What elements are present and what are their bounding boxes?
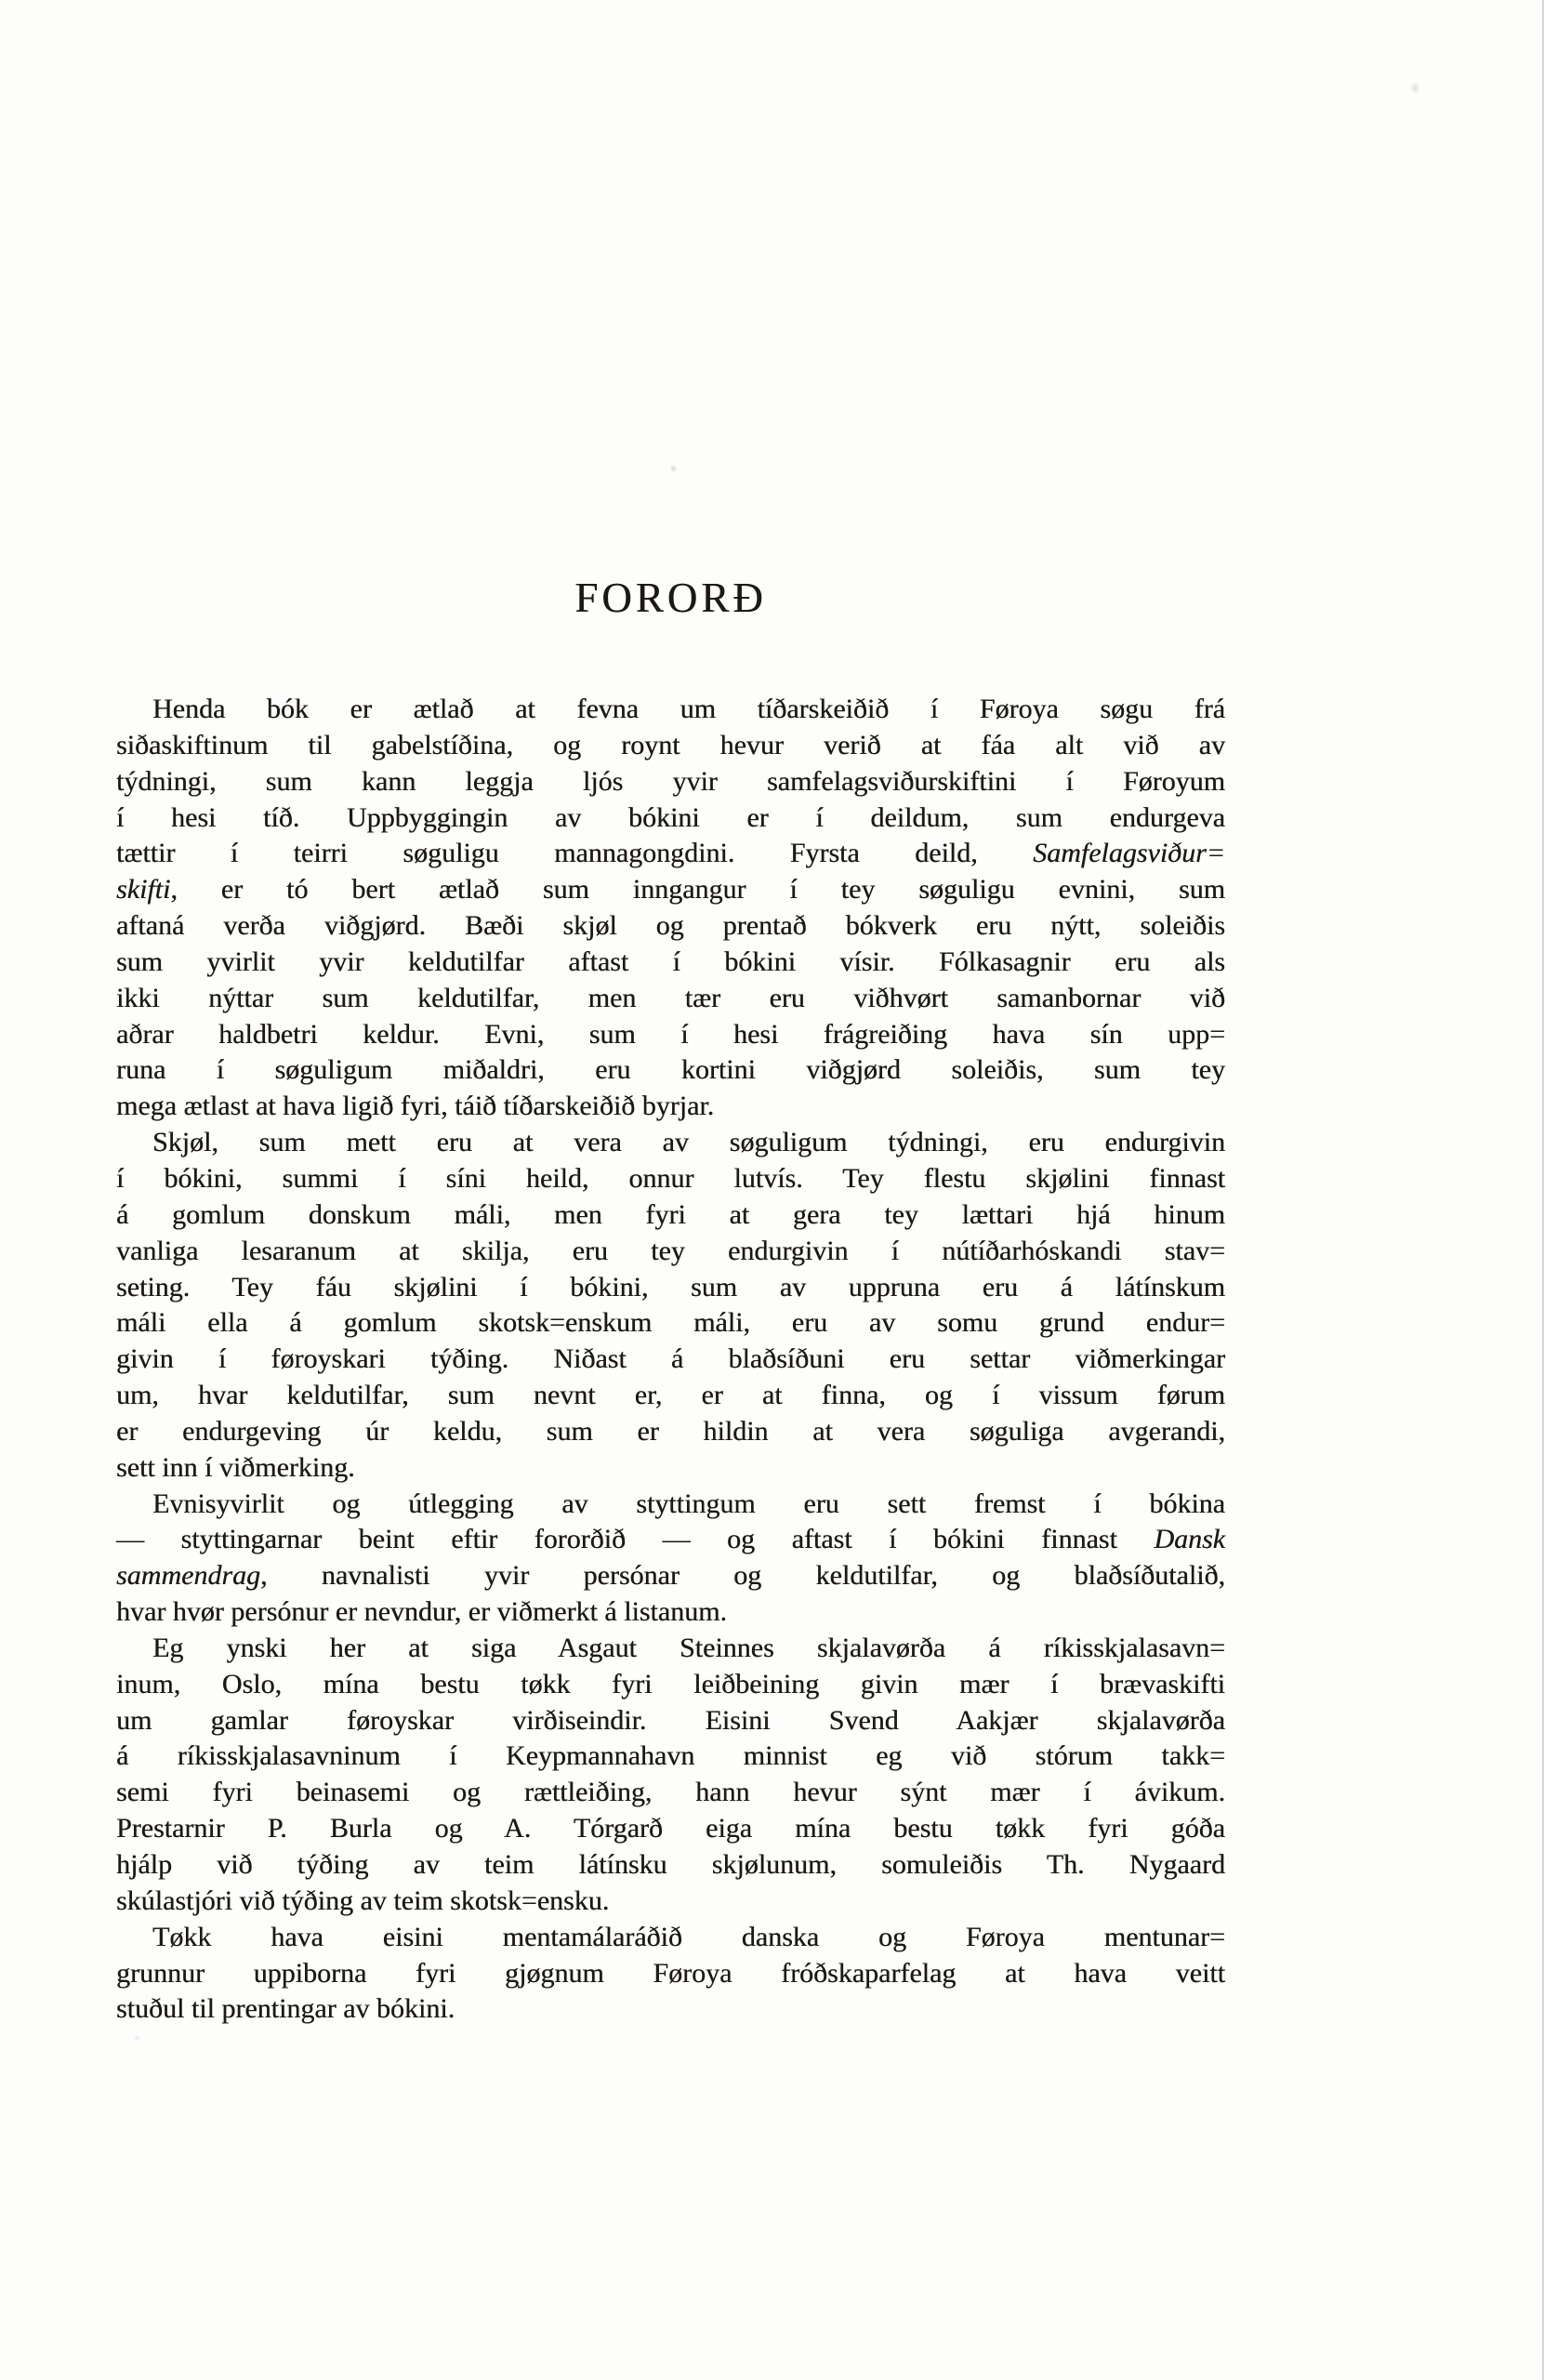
text-segment: um gamlar føroyskar virðiseindir. Eisini Svend Aakjær skjalavørða xyxy=(116,1704,1225,1736)
text-line xyxy=(116,764,1225,800)
text-line xyxy=(116,1305,1225,1342)
text-line xyxy=(116,1052,1225,1089)
scan-speck xyxy=(135,2036,139,2040)
text-segment: Eg ynski her at siga Asgaut Steinnes skjalavørða á ríkisskjalasavn= xyxy=(152,1632,1225,1663)
text-line xyxy=(116,728,1225,764)
text-segment: siðaskiftinum til gabelstíðina, og roynt hevur verið at fáa alt við av xyxy=(116,729,1225,760)
text-segment: hjálp við týðing av teim látínsku skjølunum, somuleiðis Th. Nygaard xyxy=(116,1849,1225,1880)
text-line xyxy=(116,1558,1225,1594)
text-segment: í bókini, summi í síni heild, onnur lutvís. Tey flestu skjølini finnast xyxy=(116,1162,1225,1194)
text-line xyxy=(116,872,1225,908)
text-segment: — styttingarnar beint eftir fororðið — og aftast í bókini finnast xyxy=(116,1524,1155,1555)
text-line xyxy=(116,1197,1225,1234)
text-line xyxy=(116,1125,1225,1161)
text-line xyxy=(116,908,1225,945)
text-line xyxy=(116,1487,1225,1523)
text-line xyxy=(116,1775,1225,1811)
text-segment: semi fyri beinasemi og rættleiðing, hann hevur sýnt mær í ávikum. xyxy=(116,1777,1225,1808)
text-segment: sum yvirlit yvir keldutilfar aftast í bókini vísir. Fólkasagnir eru als xyxy=(116,945,1225,977)
text-line xyxy=(116,1342,1225,1378)
text-segment: , navnalisti yvir persónar og keldutilfar, og blaðsíðutalið, xyxy=(260,1560,1225,1592)
text-line xyxy=(116,1631,1225,1667)
text-line xyxy=(116,1703,1225,1739)
text-segment: aðrar haldbetri keldur. Evni, sum í hesi frágreiðing hava sín upp= xyxy=(116,1018,1225,1050)
text-segment: aftaná verða viðgjørd. Bæði skjøl og prentað bókverk eru nýtt, soleiðis xyxy=(116,910,1225,942)
text-segment: ikki nýttar sum keldutilfar, men tær eru viðhvørt samanbornar við xyxy=(116,982,1225,1013)
italic-text-segment: sammendrag xyxy=(116,1560,260,1592)
scan-speck xyxy=(1412,84,1419,92)
text-segment: givin í føroyskari týðing. Niðast á blaðsíðuni eru settar viðmerkingar xyxy=(116,1343,1225,1375)
text-line xyxy=(116,1161,1225,1197)
text-segment: Skjøl, sum mett eru at vera av søguligum týdningi, eru endurgivin xyxy=(152,1127,1225,1158)
text-line xyxy=(116,945,1225,981)
text-segment: máli ella á gomlum skotsk=enskum máli, eru av somu grund endur= xyxy=(116,1307,1225,1339)
text-segment: , er tó bert ætlað sum inngangur í tey søguligu evnini, sum xyxy=(170,874,1225,906)
text-segment: hvar hvør persónur er nevndur, er viðmerkt á listanum. xyxy=(116,1596,727,1628)
text-line xyxy=(116,1270,1225,1306)
text-line xyxy=(116,1522,1225,1558)
text-line xyxy=(116,1594,1225,1631)
italic-text-segment: Dansk xyxy=(1154,1524,1225,1555)
text-line xyxy=(116,1956,1225,1992)
text-line xyxy=(116,1920,1225,1956)
text-line xyxy=(116,692,1225,728)
text-line xyxy=(116,1089,1225,1125)
text-line xyxy=(116,981,1225,1017)
text-segment: skúlastjóri við týðing av teim skotsk=ensku. xyxy=(116,1884,610,1916)
text-line xyxy=(116,800,1225,837)
text-segment: Henda bók er ætlað at fevna um tíðarskeiðið í Føroya søgu frá xyxy=(152,694,1225,724)
text-segment: er endurgeving úr keldu, sum er hildin at vera søguliga avgerandi, xyxy=(116,1415,1225,1447)
text-segment: seting. Tey fáu skjølini í bókini, sum av uppruna eru á látínskum xyxy=(116,1271,1225,1302)
text-line xyxy=(116,836,1225,872)
text-segment: á ríkisskjalasavninum í Keypmannahavn minnist eg við stórum takk= xyxy=(116,1740,1225,1772)
text-line xyxy=(116,1378,1225,1414)
text-segment: stuðul til prentingar av bókini. xyxy=(116,1993,455,2025)
text-line xyxy=(116,1991,1225,2028)
text-line xyxy=(116,1667,1225,1703)
page-title: FORORÐ xyxy=(574,575,767,621)
text-segment: í hesi tíð. Uppbyggingin av bókini er í deildum, sum endurgeva xyxy=(116,801,1225,833)
text-segment: grunnur uppiborna fyri gjøgnum Føroya fróðskaparfelag at hava veitt xyxy=(116,1957,1225,1989)
text-segment: runa í søguligum miðaldri, eru kortini viðgjørd soleiðis, sum tey xyxy=(116,1054,1225,1086)
text-segment: mega ætlast at hava ligið fyri, táið tíðarskeiðið byrjar. xyxy=(116,1091,715,1122)
text-line xyxy=(116,1017,1225,1053)
foreword-text xyxy=(116,692,1225,2028)
text-segment: Tøkk hava eisini mentamálaráðið danska og Føroya mentunar= xyxy=(152,1921,1225,1952)
scan-speck xyxy=(671,466,676,471)
text-line xyxy=(116,1739,1225,1775)
text-segment: tættir í teirri søguligu mannagongdini. Fyrsta deild, xyxy=(116,838,1034,869)
text-line xyxy=(116,1884,1225,1920)
text-line xyxy=(116,1450,1225,1487)
text-line xyxy=(116,1414,1225,1450)
text-segment: á gomlum donskum máli, men fyri at gera tey lættari hjá hinum xyxy=(116,1198,1225,1230)
text-segment: sett inn í viðmerking. xyxy=(116,1451,355,1483)
text-line xyxy=(116,1847,1225,1884)
text-segment: týdningi, sum kann leggja ljós yvir samfelagsviðurskiftini í Føroyum xyxy=(116,765,1225,797)
text-segment: vanliga lesaranum at skilja, eru tey endurgivin í nútíðarhóskandi stav= xyxy=(116,1235,1225,1266)
text-segment: um, hvar keldutilfar, sum nevnt er, er at finna, og í vissum førum xyxy=(116,1380,1225,1411)
text-segment: Prestarnir P. Burla og A. Tórgarð eiga mína bestu tøkk fyri góða xyxy=(116,1813,1225,1844)
italic-text-segment: Samfelagsviður= xyxy=(1033,838,1225,869)
text-segment: Evnisyvirlit og útlegging av styttingum eru sett fremst í bókina xyxy=(152,1488,1225,1519)
italic-text-segment: skifti xyxy=(116,874,171,906)
text-line xyxy=(116,1811,1225,1847)
text-line xyxy=(116,1234,1225,1270)
text-segment: inum, Oslo, mína bestu tøkk fyri leiðbeining givin mær í brævaskifti xyxy=(116,1668,1225,1699)
